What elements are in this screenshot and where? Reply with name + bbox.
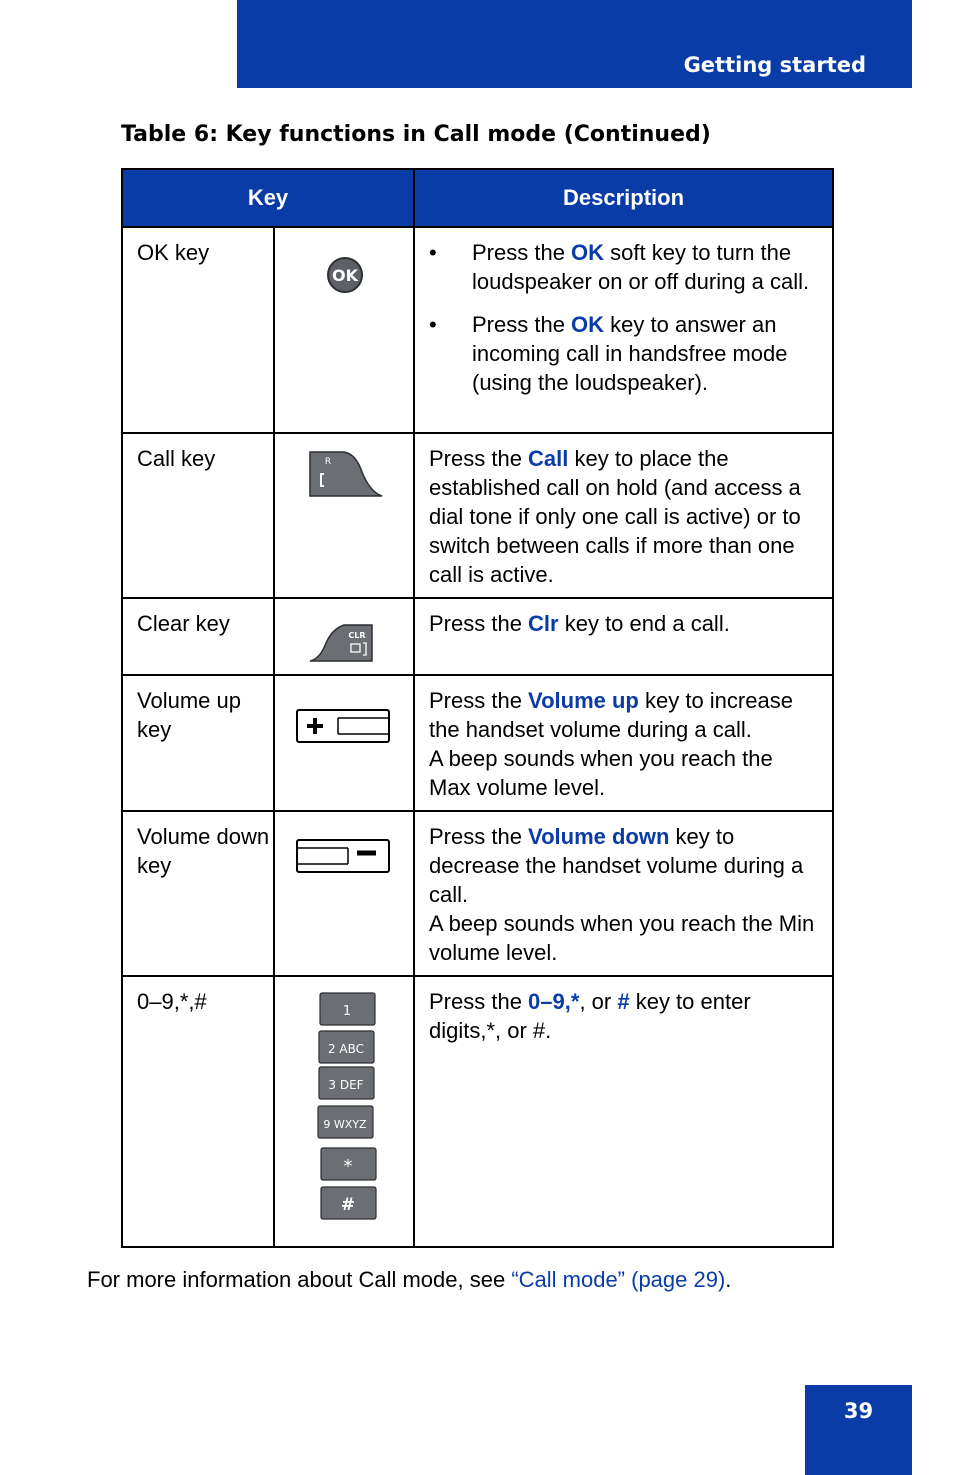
hash-key-icon (321, 1187, 376, 1219)
key-icon-cell (274, 976, 414, 1247)
star-key-icon (321, 1148, 376, 1180)
svg-text:*: * (343, 1156, 353, 1177)
table-row (122, 433, 833, 598)
svg-text:R: R (324, 457, 332, 467)
key-description (414, 227, 833, 433)
key-description: Press the Volume up key to increase the handset volume during a call. A beep sounds when you reach the Max volume level. (414, 675, 833, 811)
key-name: Call key (122, 433, 274, 598)
svg-text:OK: OK (332, 266, 358, 285)
key-functions-table (121, 168, 834, 1248)
footer-note: For more information about Call mode, see “Call mode” (page 29). (87, 1267, 732, 1292)
ok-key-icon (314, 246, 374, 306)
digit-key-3-icon (319, 1067, 374, 1099)
table-caption: Table 6: Key functions in Call mode (Continued) (121, 122, 711, 147)
svg-text:1: 1 (342, 1004, 352, 1019)
key-icon-cell (274, 811, 414, 976)
key-icon-cell (274, 675, 414, 811)
table-header-row (122, 169, 833, 227)
key-name: Clear key (122, 598, 274, 675)
clear-key-icon (304, 611, 384, 667)
call-key-icon (304, 448, 384, 508)
column-header-description: Description (414, 169, 833, 227)
column-header-key: Key (122, 169, 414, 227)
table-row (122, 598, 833, 675)
key-name: Volume down key (122, 811, 274, 976)
section-title: Getting started (683, 53, 866, 77)
key-name: 0–9,*,# (122, 976, 274, 1247)
key-name: Volume up key (122, 675, 274, 811)
svg-text:#: # (340, 1195, 356, 1215)
table-row (122, 976, 833, 1247)
call-mode-link[interactable]: “Call mode” (page 29) (511, 1267, 726, 1292)
key-icon-cell (274, 598, 414, 675)
key-description: Press the Call key to place the established call on hold (and access a dial tone if only one call is active) or to switch between calls if more than one call is active. (414, 433, 833, 598)
volume-up-key-icon (294, 704, 394, 748)
digit-key-2-icon (319, 1031, 374, 1063)
list-item: • Press the OK key to answer an incoming call in handsfree mode (using the loudspeaker). (429, 312, 788, 395)
svg-text:3 DEF: 3 DEF (328, 1078, 364, 1092)
header-band (237, 0, 912, 88)
key-description: Press the Volume down key to decrease the handset volume during a call. A beep sounds when you reach the Min volume level. (414, 811, 833, 976)
list-item: • Press the OK soft key to turn the loudspeaker on or off during a call. (429, 240, 810, 294)
key-icon-cell (274, 227, 414, 433)
volume-down-key-icon (294, 834, 394, 878)
key-description: Press the Clr key to end a call. (414, 598, 833, 675)
svg-text:2 ABC: 2 ABC (327, 1042, 365, 1056)
svg-text:CLR: CLR (348, 631, 366, 640)
digit-key-9-icon (318, 1106, 373, 1138)
key-description: Press the 0–9,*, or # key to enter digits,*, or #. (414, 976, 833, 1247)
svg-text:9 WXYZ: 9 WXYZ (323, 1118, 367, 1131)
digit-key-1-icon (320, 993, 375, 1025)
table-row (122, 675, 833, 811)
digit-keys-icon (309, 991, 379, 1227)
key-icon-cell (274, 433, 414, 598)
page-number-box (805, 1385, 912, 1475)
key-name: OK key (122, 227, 274, 433)
table-row (122, 227, 833, 433)
page-number: 39 (843, 1399, 874, 1423)
table-row (122, 811, 833, 976)
